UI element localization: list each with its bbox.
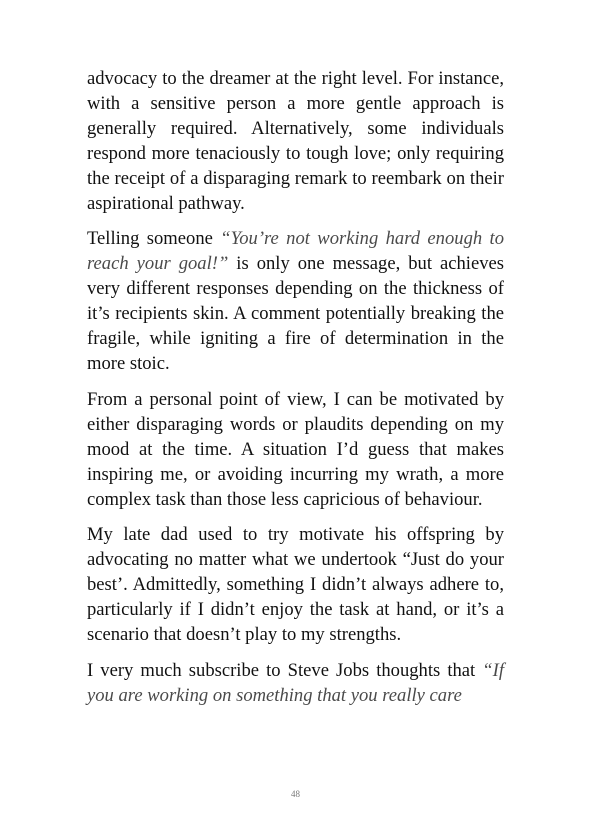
paragraph-advocacy: advocacy to the dreamer at the right level. For instance, with a sensitive person a more gentle approach is generally required. Alternatively, some individuals respond more tenaciously to tough love; only requiring the receipt of a disparaging remark to reembark on their aspirational pathway.: [87, 68, 504, 214]
paragraph-text: is only one message, but achieves very different responses depending on the thickness of it’s recipients skin. A comment potentially breaking the fragile, while igniting a fire of determination in the more stoic.: [87, 253, 504, 374]
paragraph-telling-someone: [87, 227, 504, 376]
paragraph-personal-view: From a personal point of view, I can be motivated by either disparaging words or plaudits depending on my mood at the time. A situation I’d guess that makes inspiring me, or avoiding incurring my wrath, a more complex task than those less capricious of behaviour.: [87, 388, 504, 510]
document-body: [87, 67, 504, 720]
page-number: 48: [291, 789, 300, 799]
paragraph-text: Telling someone: [87, 228, 221, 250]
paragraph-text: I very much subscribe to Steve Jobs thoughts that: [87, 659, 483, 681]
paragraph-late-dad: My late dad used to try motivate his offspring by advocating no matter what we undertook “Just do your best’. Admittedly, something I didn’t always adhere to, particularly if I didn’t enjoy the task at hand, or it’s a scenario that doesn’t play to my strengths.: [87, 524, 504, 646]
quote-italic: “If you are working on something that you really care: [87, 659, 504, 706]
paragraph-steve-jobs: [87, 659, 504, 709]
quote-italic: “You’re not working hard enough to reach your goal!”: [87, 228, 504, 275]
